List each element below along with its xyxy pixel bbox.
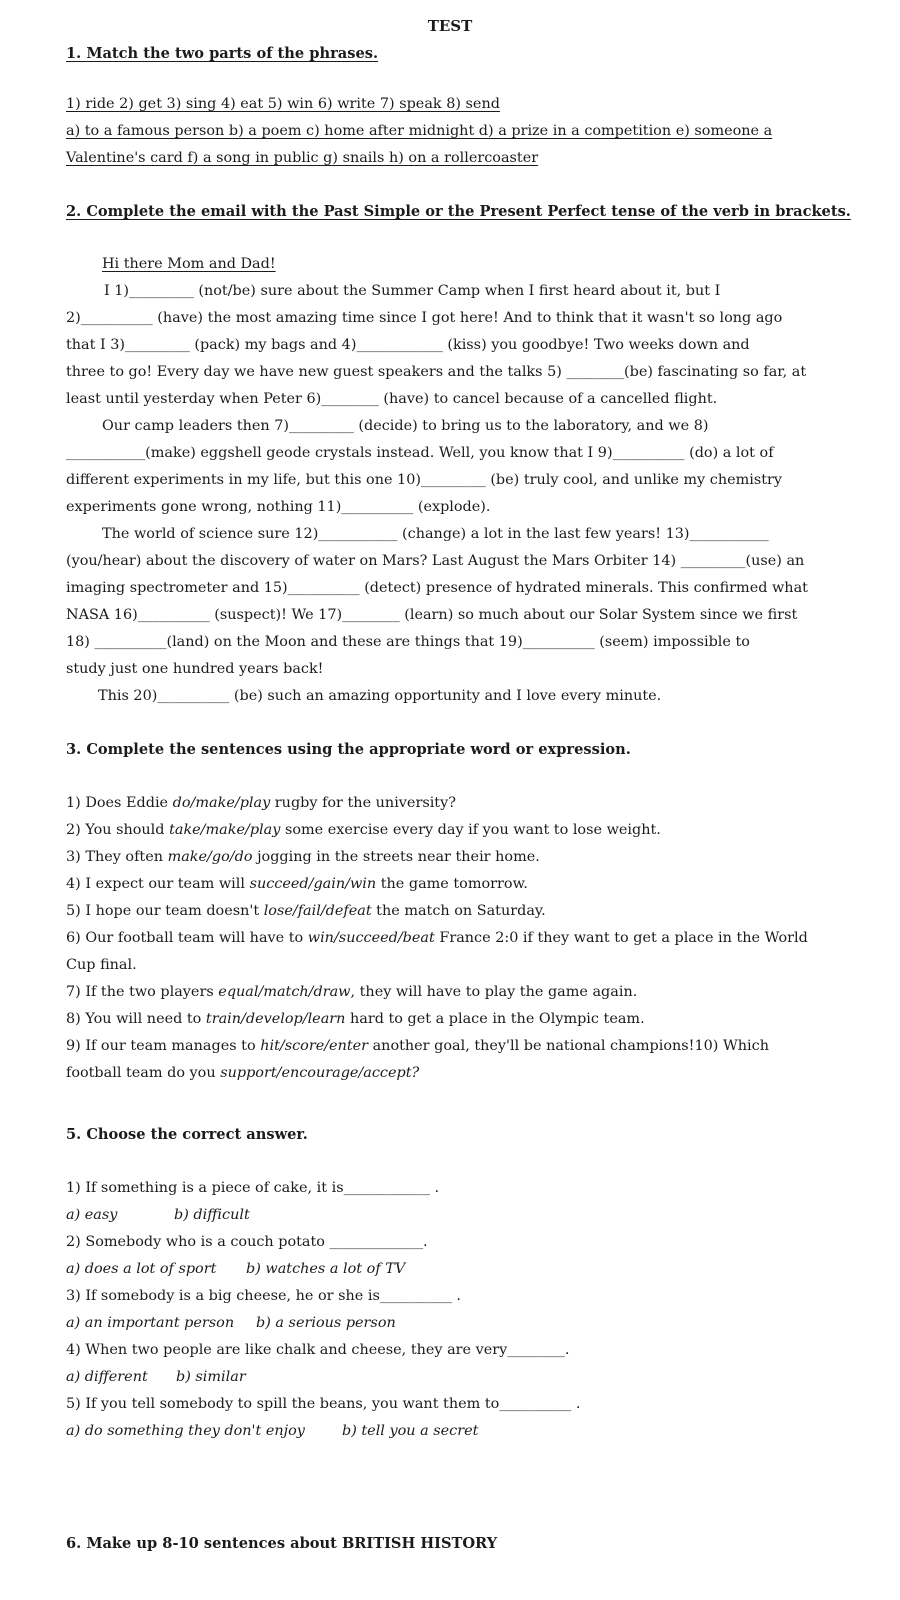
word-options: succeed/gain/win bbox=[249, 876, 377, 892]
section-1-verbs: 1) ride 2) get 3) sing 4) eat 5) win 6) write 7) speak 8) send bbox=[66, 96, 500, 112]
email-line: that I 3)_________ (pack) my bags and 4)____________ (kiss) you goodbye! Two weeks down and bbox=[66, 337, 750, 353]
word-options: take/make/play bbox=[169, 822, 281, 838]
word-options: lose/fail/defeat bbox=[263, 903, 372, 919]
sentence-item: 2) You should take/make/play some exercise every day if you want to lose weight. bbox=[66, 822, 661, 838]
email-line: experiments gone wrong, nothing 11)__________ (explode). bbox=[66, 499, 491, 515]
email-line: 18) __________(land) on the Moon and these are things that 19)__________ (seem) impossible to bbox=[66, 634, 750, 650]
answer-a: a) different bbox=[66, 1369, 148, 1385]
sentence-item: 9) If our team manages to hit/score/enter another goal, they'll be national champions!10) Which bbox=[66, 1038, 769, 1054]
email-line: different experiments in my life, but this one 10)_________ (be) truly cool, and unlike my chemistry bbox=[66, 472, 783, 488]
email-line: Our camp leaders then 7)_________ (decide) to bring us to the laboratory, and we 8) bbox=[102, 418, 709, 434]
answer-a: a) do something they don't enjoy bbox=[66, 1423, 305, 1439]
answer-b: b) difficult bbox=[174, 1207, 250, 1223]
email-line: I 1)_________ (not/be) sure about the Summer Camp when I first heard about it, but I bbox=[104, 283, 721, 299]
word-options: equal/match/draw bbox=[218, 984, 351, 1000]
question: 1) If something is a piece of cake, it is____________ . bbox=[66, 1180, 440, 1196]
sentence-item: 6) Our football team will have to win/succeed/beat France 2:0 if they want to get a place in the World bbox=[66, 930, 808, 946]
word-options: support/encourage/accept? bbox=[220, 1065, 420, 1081]
answer-b: b) tell you a secret bbox=[342, 1423, 479, 1439]
sentence-item: 8) You will need to train/develop/learn hard to get a place in the Olympic team. bbox=[66, 1011, 645, 1027]
word-options: do/make/play bbox=[172, 795, 271, 811]
email-line: 2)__________ (have) the most amazing time since I got here! And to think that it wasn't so long ago bbox=[66, 310, 783, 326]
answer-a: a) does a lot of sport bbox=[66, 1261, 217, 1277]
section-1-heading: 1. Match the two parts of the phrases. bbox=[66, 45, 379, 62]
email-line: imaging spectrometer and 15)__________ (detect) presence of hydrated minerals. This confirmed what bbox=[66, 580, 808, 596]
email-line: (you/hear) about the discovery of water on Mars? Last August the Mars Orbiter 14) _________(use) an bbox=[66, 553, 805, 569]
word-options: win/succeed/beat bbox=[307, 930, 435, 946]
sentence-item: 3) They often make/go/do jogging in the streets near their home. bbox=[66, 849, 540, 865]
email-line: NASA 16)__________ (suspect)! We 17)________ (learn) so much about our Solar System since we first bbox=[66, 607, 798, 623]
email-line: The world of science sure 12)___________ (change) a lot in the last few years! 13)___________ bbox=[102, 526, 769, 542]
page-title: TEST bbox=[427, 17, 473, 35]
answer-a: a) easy bbox=[66, 1207, 118, 1223]
answer-options bbox=[66, 1259, 830, 1279]
email-greeting: Hi there Mom and Dad! bbox=[102, 256, 276, 272]
email-line: three to go! Every day we have new guest speakers and the talks 5) ________(be) fascinating so far, at bbox=[66, 364, 807, 380]
question: 4) When two people are like chalk and cheese, they are very________. bbox=[66, 1342, 570, 1358]
answer-options bbox=[66, 1313, 830, 1333]
answer-options bbox=[66, 1421, 830, 1441]
answer-b: b) similar bbox=[176, 1369, 246, 1385]
email-line: study just one hundred years back! bbox=[66, 661, 324, 677]
sentence-item: Cup final. bbox=[66, 957, 137, 973]
answer-b: b) watches a lot of TV bbox=[246, 1261, 406, 1277]
answer-options bbox=[66, 1205, 830, 1225]
section-6-heading: 6. Make up 8-10 sentences about BRITISH HISTORY bbox=[66, 1535, 498, 1552]
email-line: ___________(make) eggshell geode crystals instead. Well, you know that I 9)__________ (do) a lot of bbox=[66, 445, 774, 461]
email-line: This 20)__________ (be) such an amazing opportunity and I love every minute. bbox=[98, 688, 662, 704]
answer-options bbox=[66, 1367, 830, 1387]
word-options: make/go/do bbox=[167, 849, 253, 865]
question: 3) If somebody is a big cheese, he or she is__________ . bbox=[66, 1288, 461, 1304]
section-2-heading: 2. Complete the email with the Past Simple or the Present Perfect tense of the verb in brackets. bbox=[66, 203, 851, 220]
sentence-item: 5) I hope our team doesn't lose/fail/defeat the match on Saturday. bbox=[66, 903, 546, 919]
sentence-item: football team do you support/encourage/accept? bbox=[66, 1065, 420, 1081]
section-3-heading: 3. Complete the sentences using the appropriate word or expression. bbox=[66, 741, 631, 758]
sentence-item: 1) Does Eddie do/make/play rugby for the university? bbox=[66, 795, 456, 811]
sentence-item: 4) I expect our team will succeed/gain/win the game tomorrow. bbox=[66, 876, 528, 892]
answer-b: b) a serious person bbox=[256, 1315, 396, 1331]
section-5-heading: 5. Choose the correct answer. bbox=[66, 1126, 308, 1143]
section-1-endings-line-1: a) to a famous person b) a poem c) home after midnight d) a prize in a competition e) someone a bbox=[66, 123, 773, 139]
section-1-endings-line-2: Valentine's card f) a song in public g) snails h) on a rollercoaster bbox=[66, 150, 539, 166]
word-options: hit/score/enter bbox=[260, 1038, 369, 1054]
word-options: train/develop/learn bbox=[205, 1011, 346, 1027]
question: 2) Somebody who is a couch potato _____________. bbox=[66, 1234, 428, 1250]
email-line: least until yesterday when Peter 6)________ (have) to cancel because of a cancelled flight. bbox=[66, 391, 718, 407]
sentence-item: 7) If the two players equal/match/draw, they will have to play the game again. bbox=[66, 984, 638, 1000]
answer-a: a) an important person bbox=[66, 1315, 235, 1331]
question: 5) If you tell somebody to spill the beans, you want them to__________ . bbox=[66, 1396, 581, 1412]
